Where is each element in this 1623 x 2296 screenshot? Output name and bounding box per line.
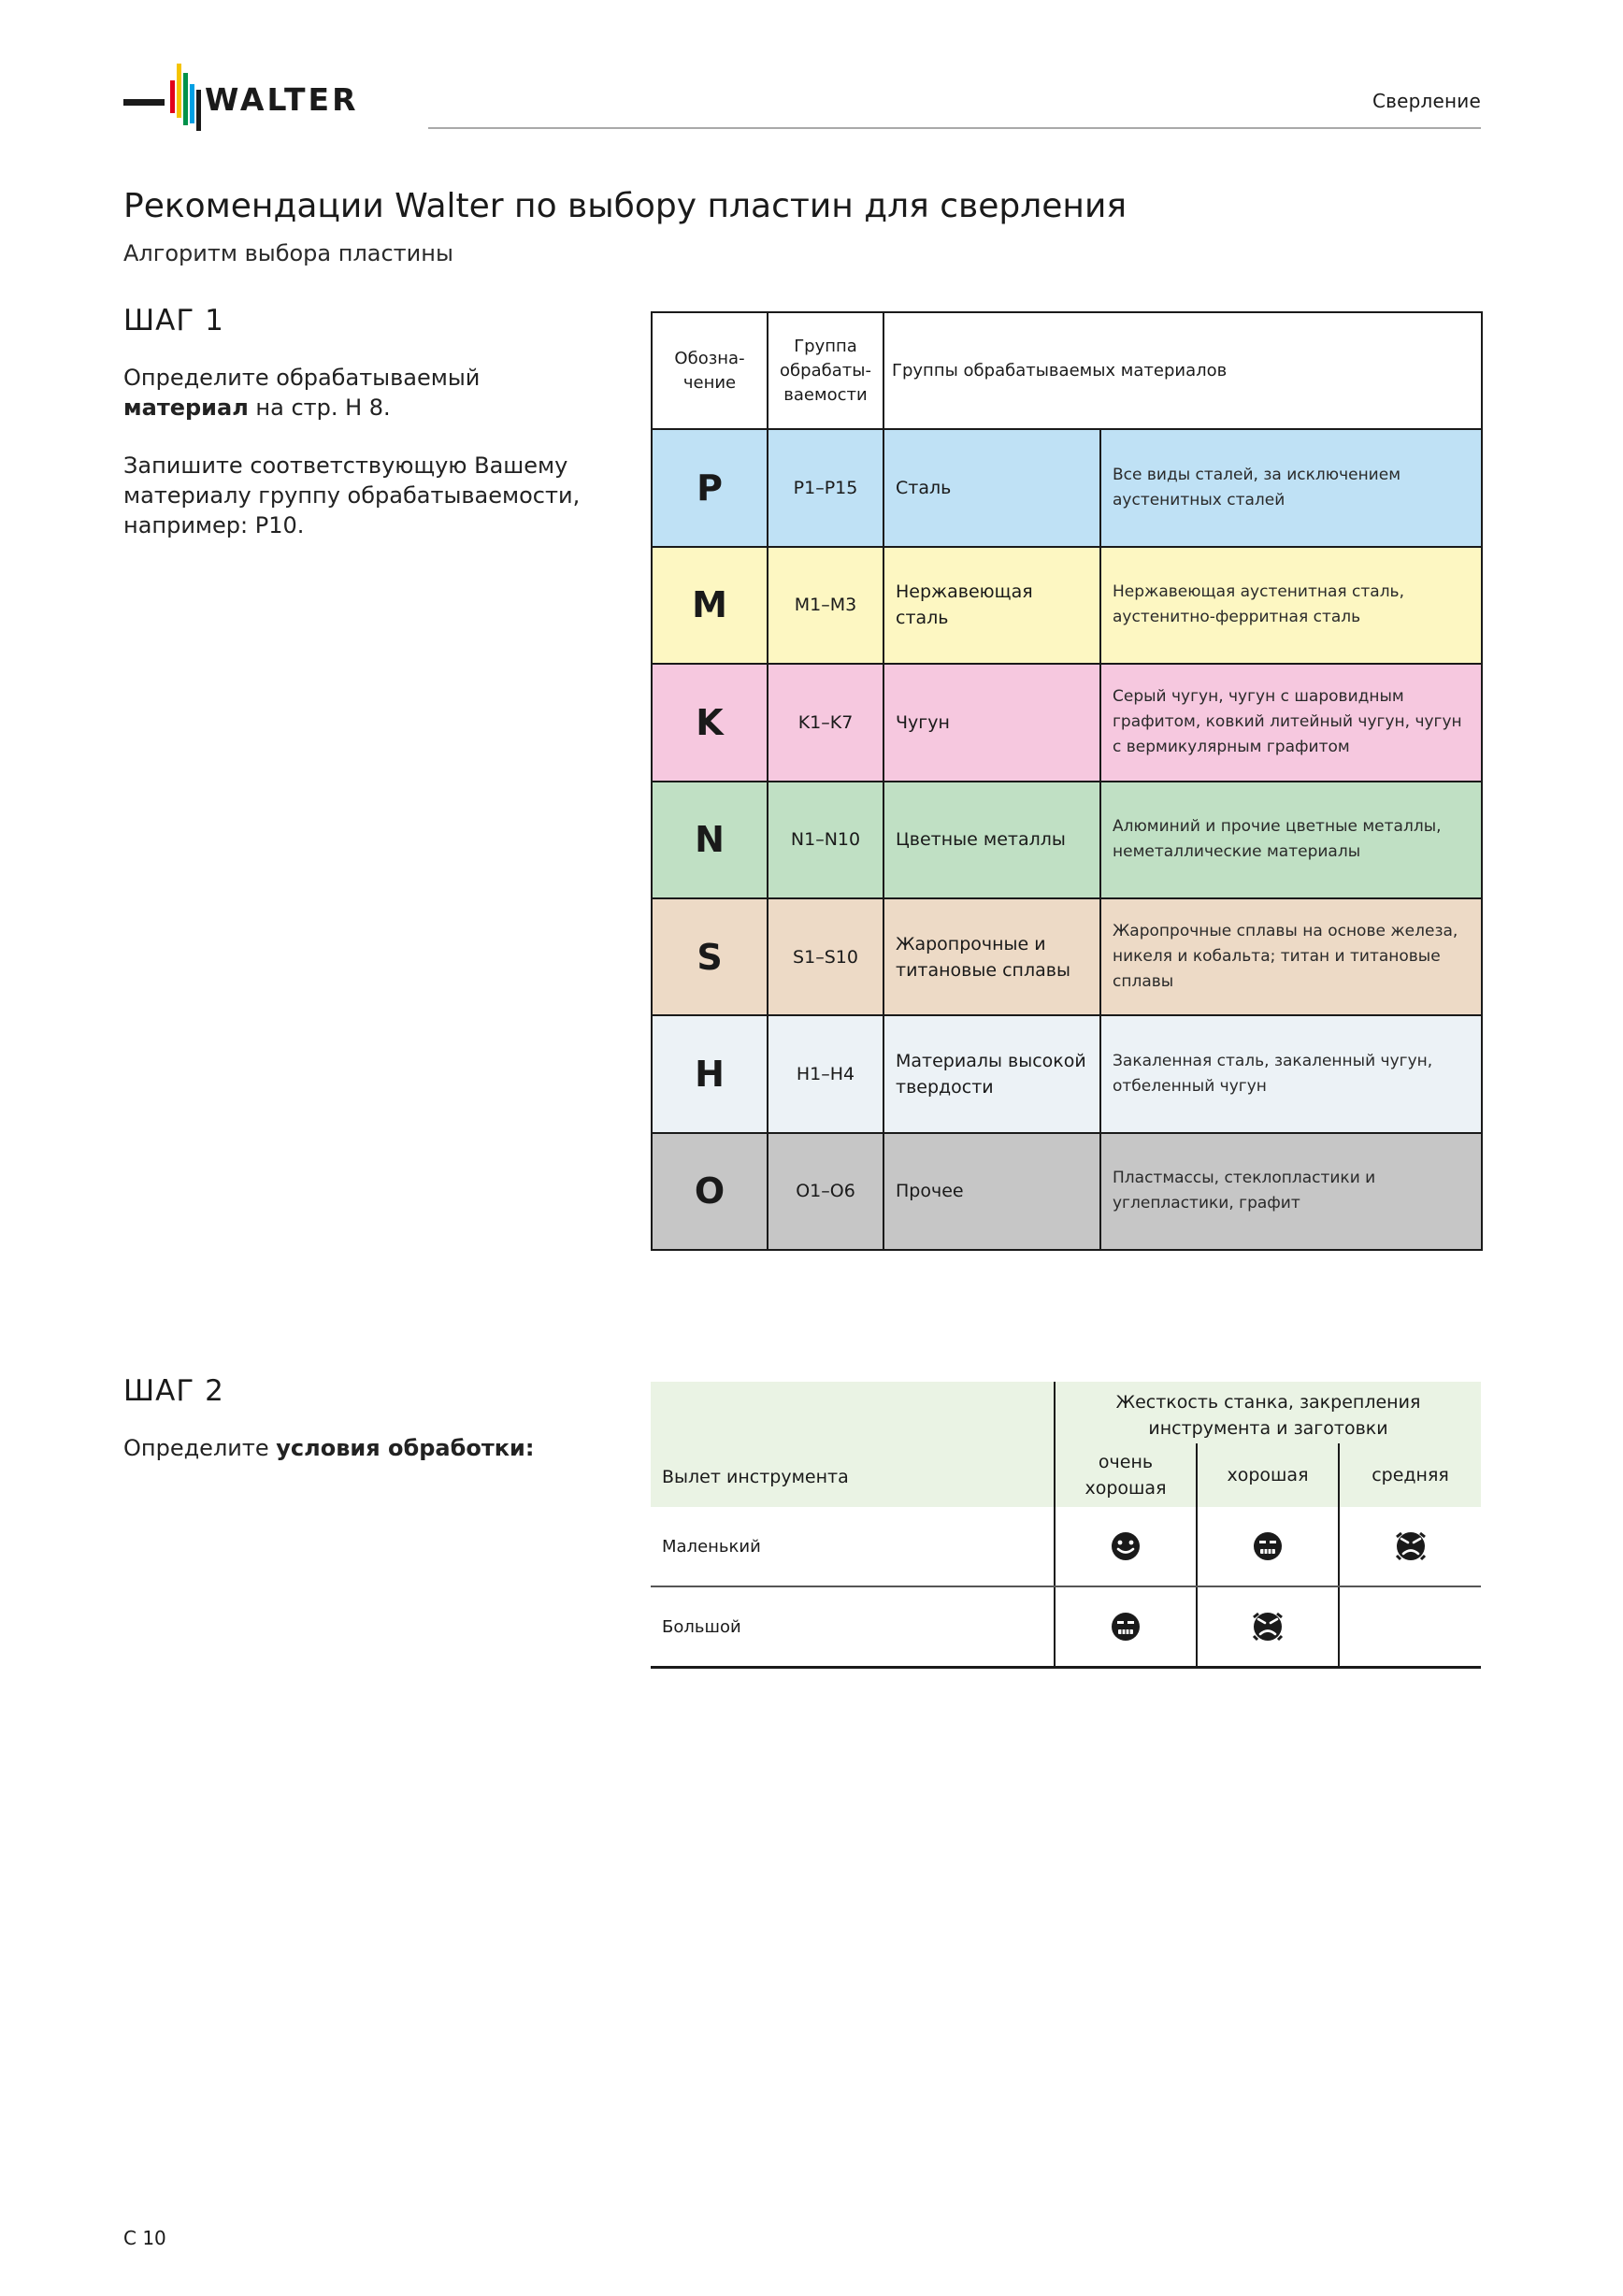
material-group-name: Сталь <box>883 429 1100 546</box>
suitability-cell <box>1339 1586 1481 1668</box>
machinability-group: M1–M3 <box>768 547 883 664</box>
page-subtitle: Алгоритм выбора пластины <box>123 240 453 266</box>
overhang-label: Маленький <box>651 1507 1055 1586</box>
angry-face-icon <box>1394 1536 1428 1556</box>
walter-logo <box>123 60 400 133</box>
overhang-header: Вылет инструмента <box>651 1382 1055 1507</box>
page-title: Рекомендации Walter по выбору пластин для сверления <box>123 187 1127 225</box>
overhang-row <box>651 1586 1481 1668</box>
material-code: K <box>652 664 768 781</box>
material-group-description: Жаропрочные сплавы на основе железа, никеля и кобальта; титан и титановые сплавы <box>1100 898 1482 1015</box>
material-code: S <box>652 898 768 1015</box>
material-group-description: Серый чугун, чугун с шаровидным графитом, ковкий литейный чугун, чугун с вермикулярным графитом <box>1100 664 1482 781</box>
suitability-cell <box>1197 1586 1339 1668</box>
step1-paragraph-2: Запишите соответствующую Вашему материалу группу обрабатываемости, например: P10. <box>123 452 581 538</box>
step2-text: Определите условия обработки: <box>123 1435 535 1461</box>
materials-header: Группы обрабатываемых материалов <box>883 312 1482 429</box>
step1-paragraph-1: Определите обрабатываемый материал на стр. H 8. <box>123 365 481 421</box>
suitability-cell <box>1055 1507 1197 1586</box>
conditions-table <box>651 1382 1481 1669</box>
machinability-group: O1–O6 <box>768 1133 883 1250</box>
designation-header: Обозна-чение <box>652 312 768 429</box>
material-group-name: Чугун <box>883 664 1100 781</box>
neutral-face-icon <box>1251 1536 1285 1556</box>
material-group-description: Все виды сталей, за исключением аустенитных сталей <box>1100 429 1482 546</box>
header-rule <box>428 127 1481 129</box>
column-good: хорошая <box>1197 1443 1339 1507</box>
material-group-name: Прочее <box>883 1133 1100 1250</box>
section-label: Сверление <box>1372 90 1481 112</box>
page-number: C 10 <box>123 2227 166 2249</box>
step1-heading: ШАГ 1 <box>123 304 224 337</box>
material-code: H <box>652 1015 768 1132</box>
machinability-group: H1–H4 <box>768 1015 883 1132</box>
material-group-name: Материалы высокой твердости <box>883 1015 1100 1132</box>
suitability-cell <box>1339 1507 1481 1586</box>
material-group-name: Цветные металлы <box>883 782 1100 898</box>
material-table <box>651 311 1483 1251</box>
suitability-cell <box>1055 1586 1197 1668</box>
happy-face-icon <box>1109 1536 1142 1556</box>
suitability-cell <box>1197 1507 1339 1586</box>
material-code: P <box>652 429 768 546</box>
material-table-header <box>652 312 1482 429</box>
material-group-description: Нержавеющая аустенитная сталь, аустенитно-ферритная сталь <box>1100 547 1482 664</box>
column-average: средняя <box>1339 1443 1481 1507</box>
machinability-group: S1–S10 <box>768 898 883 1015</box>
machinability-group: N1–N10 <box>768 782 883 898</box>
material-code: N <box>652 782 768 898</box>
material-row-m <box>652 547 1482 664</box>
material-code: O <box>652 1133 768 1250</box>
material-group-name: Нержавеющая сталь <box>883 547 1100 664</box>
material-group-description: Закаленная сталь, закаленный чугун, отбеленный чугун <box>1100 1015 1482 1132</box>
svg-text:WALTER: WALTER <box>205 81 359 118</box>
material-group-description: Пластмассы, стеклопластики и углепластики, графит <box>1100 1133 1482 1250</box>
rigidity-header: Жесткость станка, закрепления инструмента и заготовки <box>1055 1382 1481 1443</box>
material-row-o <box>652 1133 1482 1250</box>
material-group-name: Жаропрочные и титановые сплавы <box>883 898 1100 1015</box>
material-row-n <box>652 782 1482 898</box>
angry-face-icon <box>1251 1616 1285 1636</box>
overhang-label: Большой <box>651 1586 1055 1668</box>
material-row-s <box>652 898 1482 1015</box>
group-header: Группа обрабаты-ваемости <box>768 312 883 429</box>
material-row-k <box>652 664 1482 781</box>
material-code: M <box>652 547 768 664</box>
machinability-group: P1–P15 <box>768 429 883 546</box>
material-group-description: Алюминий и прочие цветные металлы, неметаллические материалы <box>1100 782 1482 898</box>
overhang-row <box>651 1507 1481 1586</box>
material-row-p <box>652 429 1482 546</box>
machinability-group: K1–K7 <box>768 664 883 781</box>
column-very-good: очень хорошая <box>1055 1443 1197 1507</box>
neutral-face-icon <box>1109 1616 1142 1636</box>
step2-heading: ШАГ 2 <box>123 1374 224 1408</box>
material-row-h <box>652 1015 1482 1132</box>
